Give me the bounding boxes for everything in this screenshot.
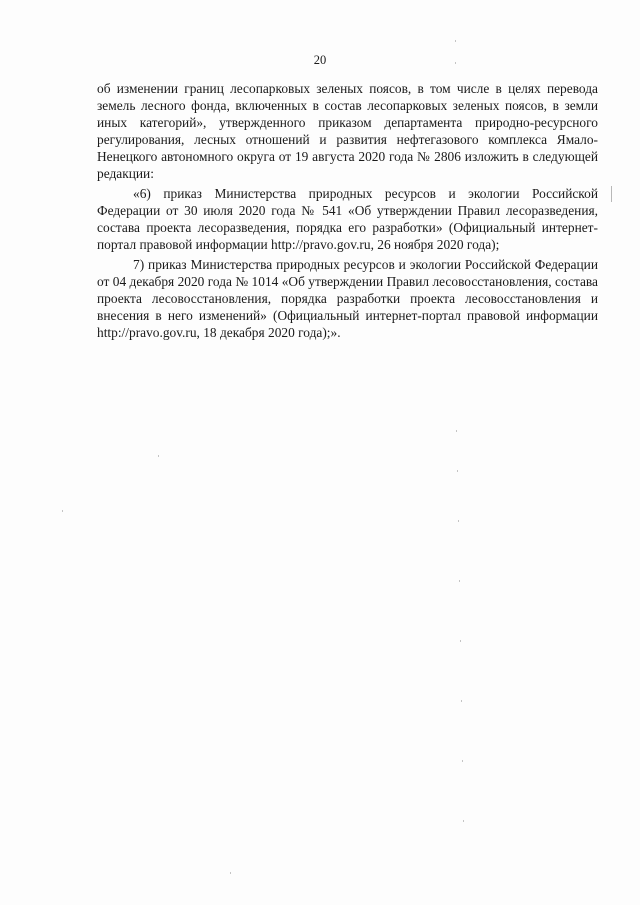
scan-artifact-dot [158, 455, 159, 457]
scan-artifact-dot [230, 872, 231, 874]
scan-artifact-dot [462, 760, 463, 762]
paragraph-item-7: 7) приказ Министерства природных ресурсов и экологии Российской Федерации от 04 декабря 2020 года № 1014 «Об утверждении Правил лесовосстановления, состава проекта лесовосстановления, порядка разработки проекта лесовосстановления и внесения в него изменений» (Официальный интернет-портал правовой информации http://pravo.gov.ru, 18 декабря 2020 года);». [97, 257, 598, 340]
scan-artifact-dot [456, 430, 457, 432]
scan-artifact-dot [463, 820, 464, 822]
scan-artifact-dot [62, 510, 63, 512]
scan-artifact-dot [461, 700, 462, 702]
scan-artifact-dot [459, 580, 460, 582]
scan-artifact-line [611, 186, 612, 202]
scan-artifact-dot [455, 40, 456, 42]
paragraph-item-6: «6) приказ Министерства природных ресурсов и экологии Российской Федерации от 30 июля 2020 года № 541 «Об утверждении Правил лесоразведения, состава проекта лесоразведения, порядка его разработки» (Официальный интернет-портал правовой информации http://pravo.gov.ru, 26 ноября 2020 года); [97, 186, 598, 252]
document-body [97, 80, 598, 344]
scan-artifact-dot [457, 470, 458, 472]
page-number: 20 [313, 53, 327, 67]
scan-artifact-dot [460, 640, 461, 642]
scan-artifact-dot [455, 62, 456, 64]
paragraph-continuation: об изменении границ лесопарковых зеленых поясов, в том числе в целях перевода земель лесного фонда, включенных в состав лесопарковых зеленых поясов, в земли иных категорий», утвержденного приказом департамента природно-ресурсного регулирования, лесных отношений и развития нефтегазового комплекса Ямало-Ненецкого автономного округа от 19 августа 2020 года № 2806 изложить в следующей редакции: [97, 81, 598, 181]
scan-artifact-dot [458, 520, 459, 522]
